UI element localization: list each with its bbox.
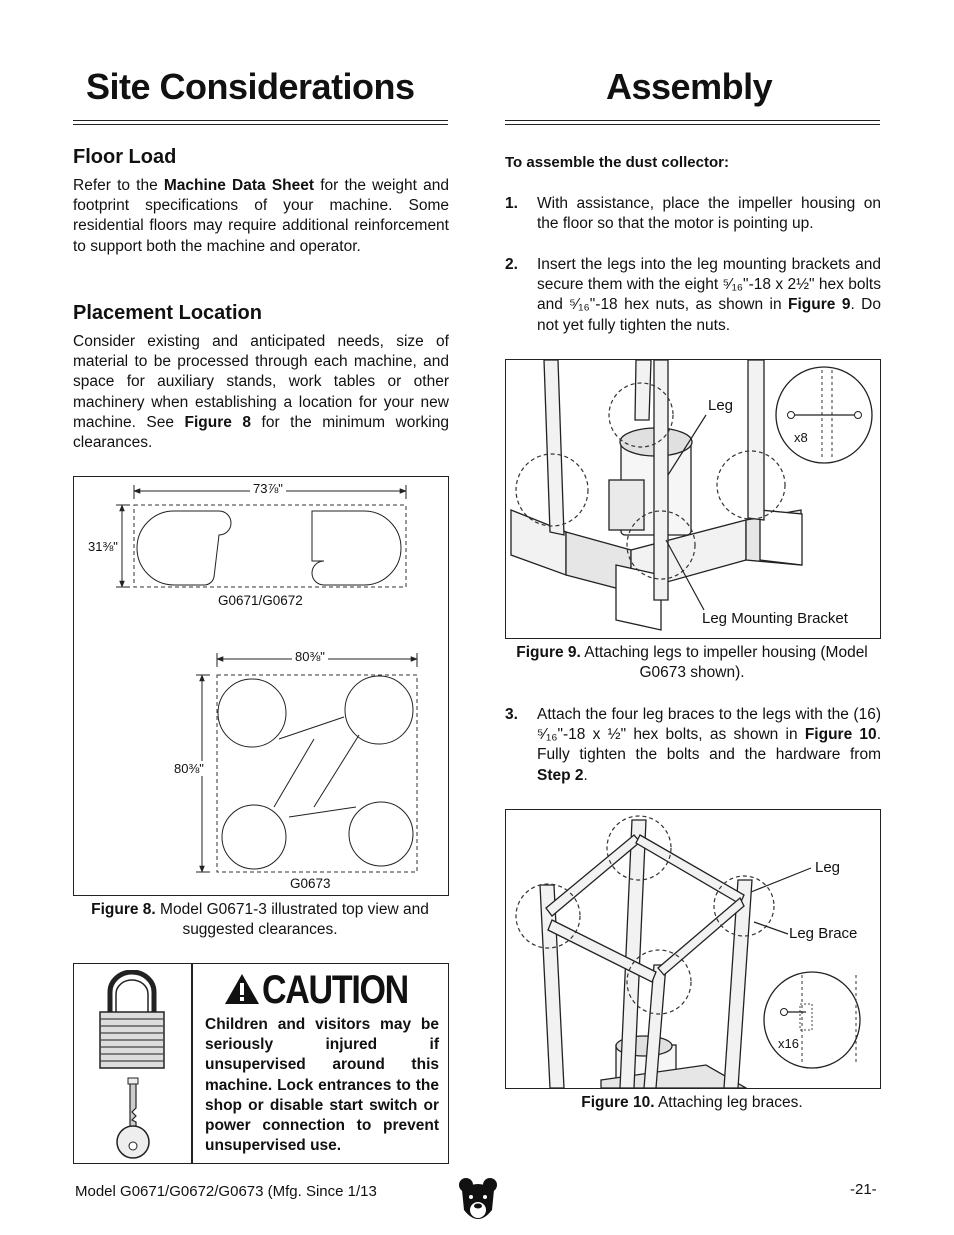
dim-label-width-1: 73⅞" bbox=[250, 481, 286, 496]
footprint-shape-right bbox=[312, 511, 401, 585]
label-leg: Leg bbox=[815, 859, 841, 876]
figure-8-caption bbox=[73, 900, 447, 940]
title-rule bbox=[73, 120, 448, 125]
step-number: 1. bbox=[505, 195, 518, 212]
text: Insert the legs into the leg mounting brackets and secure them with the eight ⁵⁄₁₆"-18 x 2½" hex bolts and ⁵⁄₁₆"-18 hex nuts, as shown in bbox=[537, 256, 881, 314]
clearance-rect-1 bbox=[134, 505, 406, 587]
caution-box bbox=[73, 963, 449, 1164]
footprint-shape-left bbox=[137, 511, 231, 585]
caption-text: Model G0671-3 illustrated top view and suggested clearances. bbox=[155, 901, 429, 938]
model-label-g0671-g0672: G0671/G0672 bbox=[218, 593, 303, 608]
heading-placement-location: Placement Location bbox=[73, 302, 262, 324]
text-bold: Machine Data Sheet bbox=[163, 177, 315, 194]
figure-10-caption bbox=[505, 1093, 879, 1113]
caption-text: Attaching legs to impeller housing (Model G0673 shown). bbox=[580, 644, 868, 681]
figure-9-caption bbox=[505, 643, 879, 683]
bear-logo-icon bbox=[458, 1176, 498, 1226]
figure-10-diagram bbox=[506, 810, 880, 1088]
heading-floor-load: Floor Load bbox=[73, 146, 177, 168]
text-bold: Figure 8 bbox=[184, 413, 252, 431]
step-text bbox=[537, 705, 881, 786]
section-title-assembly: Assembly bbox=[606, 66, 773, 107]
caption-bold: Figure 10. bbox=[581, 1094, 655, 1111]
label-leg-brace: Leg Brace bbox=[789, 925, 858, 942]
text-bold: Step 2 bbox=[537, 766, 584, 784]
figure-10-box bbox=[505, 809, 881, 1089]
text-bold: Figure 10 bbox=[804, 726, 877, 744]
label-leg: Leg bbox=[708, 397, 734, 414]
section-title-site-considerations: Site Considerations bbox=[86, 66, 415, 107]
caption-text: Attaching leg braces. bbox=[654, 1094, 803, 1111]
title-rule bbox=[505, 120, 880, 125]
text: . Fully tighten the bolts and the hardware from bbox=[537, 726, 881, 764]
caution-text: Children and visitors may be seriously injured if unsupervised around this machine. Lock entrances to the shop or disable start switch or power connection to prevent unsupervised use. bbox=[205, 1016, 439, 1155]
figure-9-box bbox=[505, 359, 881, 639]
model-label-g0673: G0673 bbox=[290, 876, 331, 891]
figure-9-diagram bbox=[506, 360, 880, 638]
footprint-shape-g0673 bbox=[218, 676, 413, 869]
warning-triangle-icon bbox=[224, 973, 260, 1005]
text-bold: Figure 9 bbox=[788, 296, 851, 314]
label-leg-mounting-bracket: Leg Mounting Bracket bbox=[702, 610, 848, 627]
paragraph-placement bbox=[73, 332, 449, 453]
caption-bold: Figure 9. bbox=[516, 644, 581, 661]
figure-8-diagram bbox=[74, 477, 448, 895]
step-text: With assistance, place the impeller housing on the floor so that the motor is pointing up. bbox=[537, 195, 881, 233]
paragraph-floor-load bbox=[73, 176, 449, 257]
assembly-intro: To assemble the dust collector: bbox=[505, 154, 729, 171]
text: Refer to the bbox=[73, 177, 164, 194]
text: for the weight and footprint specifications of your machine. Some residential floors may require additional reinforcement to support both the machine and operator. bbox=[73, 177, 449, 255]
dim-label-width-2: 80⅜" bbox=[292, 649, 328, 664]
caution-divider bbox=[191, 964, 193, 1163]
figure-8-box bbox=[73, 476, 449, 896]
step-1 bbox=[505, 194, 881, 234]
text: for the minimum working clearances. bbox=[73, 413, 449, 452]
step-2 bbox=[505, 255, 881, 337]
dim-label-height-1: 31⅜" bbox=[88, 539, 118, 554]
label-x8: x8 bbox=[794, 430, 808, 445]
padlock-key-icon bbox=[92, 970, 172, 1160]
text: Consider existing and anticipated needs, size of material to be processed through each machine, and space for auxiliary stands, work tables or other machinery when establishing a location for your new machine. See bbox=[73, 333, 449, 431]
step-number: 3. bbox=[505, 706, 518, 723]
text: Attach the four leg braces to the legs with the (16) ⁵⁄₁₆"-18 x ½" hex bolts, as shown in bbox=[537, 706, 881, 744]
caution-word: CAUTION bbox=[262, 968, 408, 1012]
step-number: 2. bbox=[505, 256, 518, 273]
clearance-rect-2 bbox=[217, 675, 417, 872]
step-3 bbox=[505, 705, 881, 787]
text: . bbox=[583, 766, 588, 784]
dim-label-height-2: 80⅜" bbox=[174, 761, 204, 776]
text: . Do not yet fully tighten the nuts. bbox=[537, 296, 881, 334]
step-text bbox=[537, 255, 881, 336]
label-x16: x16 bbox=[778, 1036, 799, 1051]
footer-model: Model G0671/G0672/G0673 (Mfg. Since 1/13 bbox=[75, 1183, 377, 1200]
page-number: -21- bbox=[850, 1181, 877, 1198]
caption-bold: Figure 8. bbox=[91, 901, 156, 918]
